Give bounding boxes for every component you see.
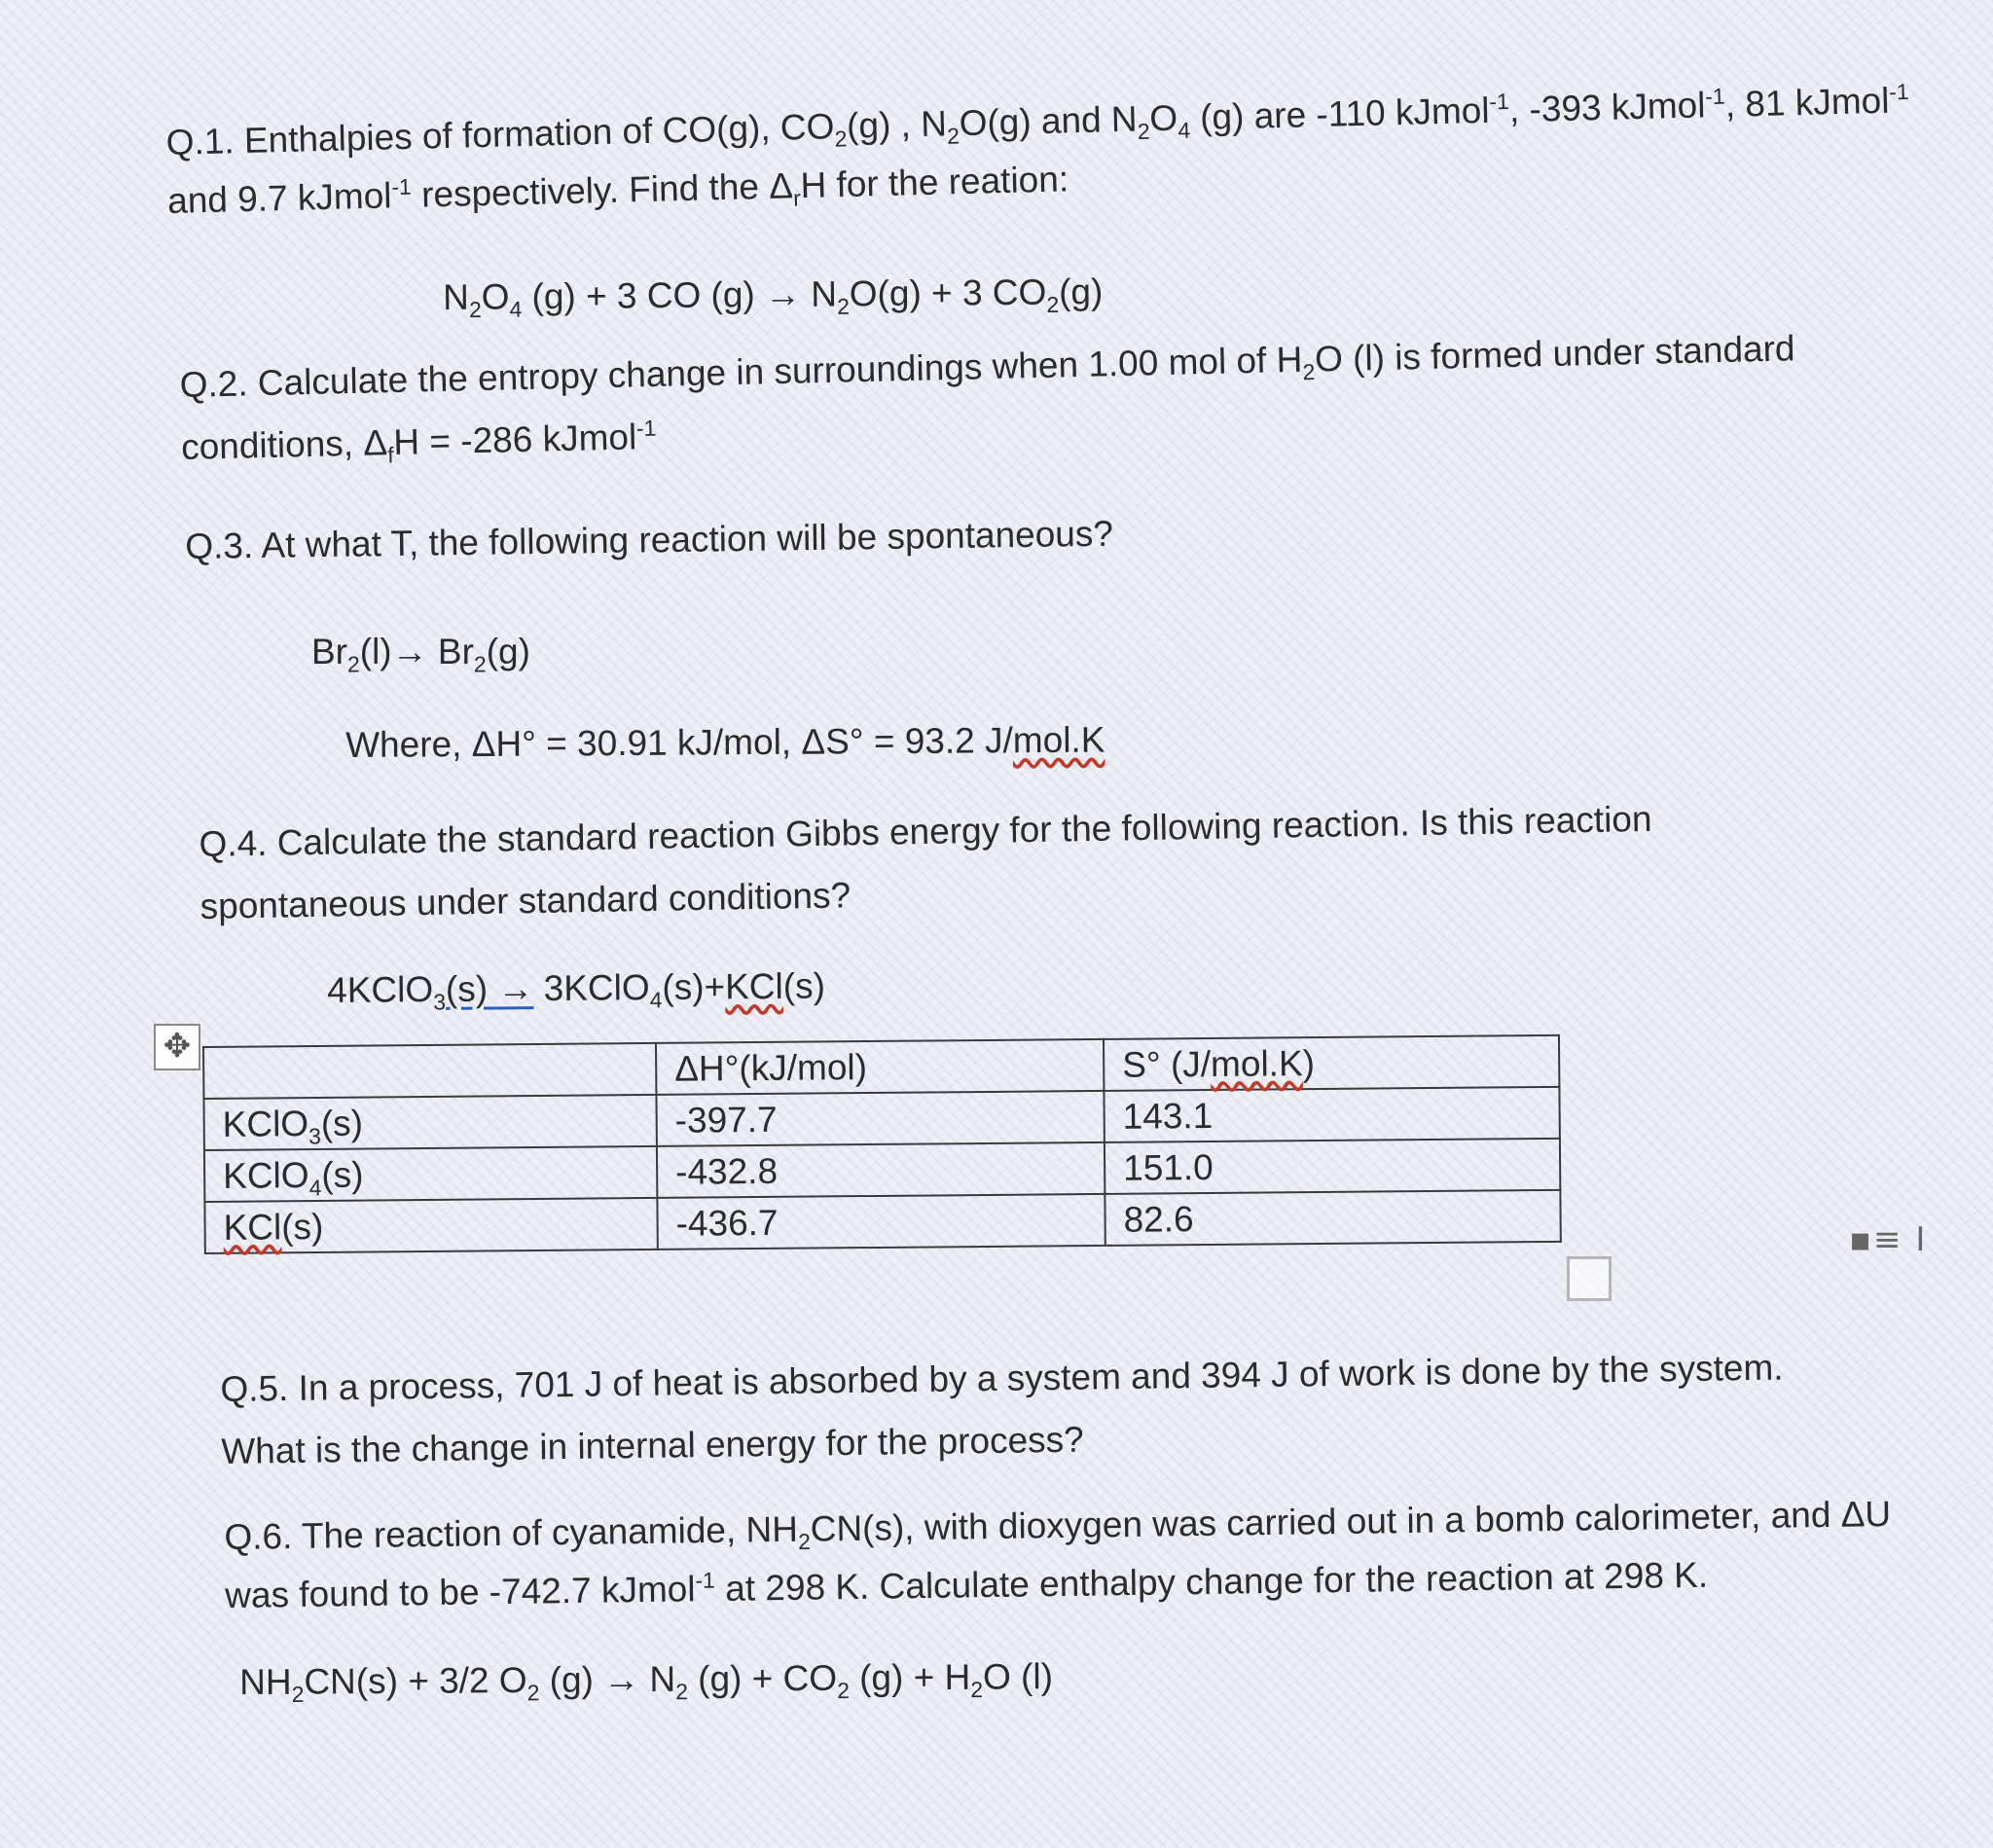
q4-label: Q.4.	[199, 822, 268, 864]
q1-label: Q.1.	[165, 121, 236, 163]
q3-given-values: Where, ΔH° = 30.91 kJ/mol, ΔS° = 93.2 J/mol.K	[345, 719, 1105, 765]
q2-label: Q.2.	[179, 363, 249, 405]
table-cell[interactable]: 151.0	[1105, 1139, 1560, 1194]
q1-equation: $N_2O_4$ (g) + 3 CO $(g) \to N_2O(g) + 3$ $CO_2(g)$	[443, 272, 1104, 323]
table-cell[interactable]: 143.1	[1104, 1087, 1559, 1142]
q4-equation: 4KClO$_3$(s) → 3KClO$_4$(s)+KCl(s)	[327, 965, 826, 1015]
question-2: Q.2. Calculate the entropy change in surroundings when 1.00 mol of $H_2O$ (l) is formed under standard conditions, $\Delta_fH = -286$ kJmol$^{-1}$	[179, 328, 1795, 468]
table-cell[interactable]: 82.6	[1105, 1190, 1560, 1246]
question-4: Q.4. Calculate the standard reaction Gibbs energy for the following reaction. Is this reaction spontaneous under standard conditions?	[199, 798, 1652, 926]
q6-label: Q.6.	[224, 1516, 293, 1557]
q5-label: Q.5.	[220, 1368, 289, 1409]
table-cell[interactable]: -436.7	[657, 1194, 1105, 1250]
table-cell[interactable]: KClO$_3$(s)	[203, 1095, 656, 1150]
q3-label: Q.3.	[185, 525, 254, 566]
table-row	[204, 1190, 1560, 1253]
question-1: Q.1. Enthalpies of formation of CO(g), $CO_2(g)$ , $N_2O(g)$ and $N_2O_4$ (g) are -110 kJmol$^{-1}$, -393 kJmol$^{-1}$, 81 kJmol$^{-1}$ and 9.7 kJmol$^{-1}$ respectively. Find the $\Delta_rH$ for the reation:	[165, 78, 1909, 221]
question-3: Q.3. At what T, the following reaction will be spontaneous?	[185, 513, 1114, 566]
table-header-cell[interactable]: S° (J/mol.K)	[1104, 1035, 1559, 1091]
layout-options-icon[interactable]: ▪≡ I	[1849, 1220, 1928, 1259]
table-resize-handle[interactable]	[1567, 1256, 1612, 1301]
table-header-cell[interactable]: ΔH°(kJ/mol)	[656, 1039, 1104, 1095]
q6-equation: $NH_2CN(s) + 3/2$ $O_2$ $(g) \to N_2$ $(g) + CO_2$ $(g) + H_2O$ (l)	[239, 1656, 1054, 1708]
question-5: Q.5. In a process, 701 J of heat is absorbed by a system and 394 J of work is done by the system. What is the change in internal energy for the process?	[220, 1347, 1784, 1471]
table-cell[interactable]: KClO$_4$(s)	[204, 1146, 657, 1202]
table-cell[interactable]: -432.8	[657, 1142, 1105, 1198]
thermo-data-table	[202, 1034, 1562, 1254]
q3-equation: $Br_2(l)\to Br_2(g)$	[311, 632, 530, 677]
table-cell[interactable]: KCl(s)	[204, 1198, 657, 1253]
table-cell[interactable]: -397.7	[656, 1091, 1104, 1146]
table-header-cell[interactable]	[203, 1043, 656, 1099]
table-move-handle-icon[interactable]: ✥	[154, 1024, 200, 1070]
question-6: Q.6. The reaction of cyanamide, $NH_2CN(s)$, with dioxygen was carried out in a bomb calorimeter, and ΔU was found to be -742.7 kJmol$^{-1}$ at 298 K. Calculate enthalpy change for the reaction at 298 K.	[224, 1494, 1892, 1615]
